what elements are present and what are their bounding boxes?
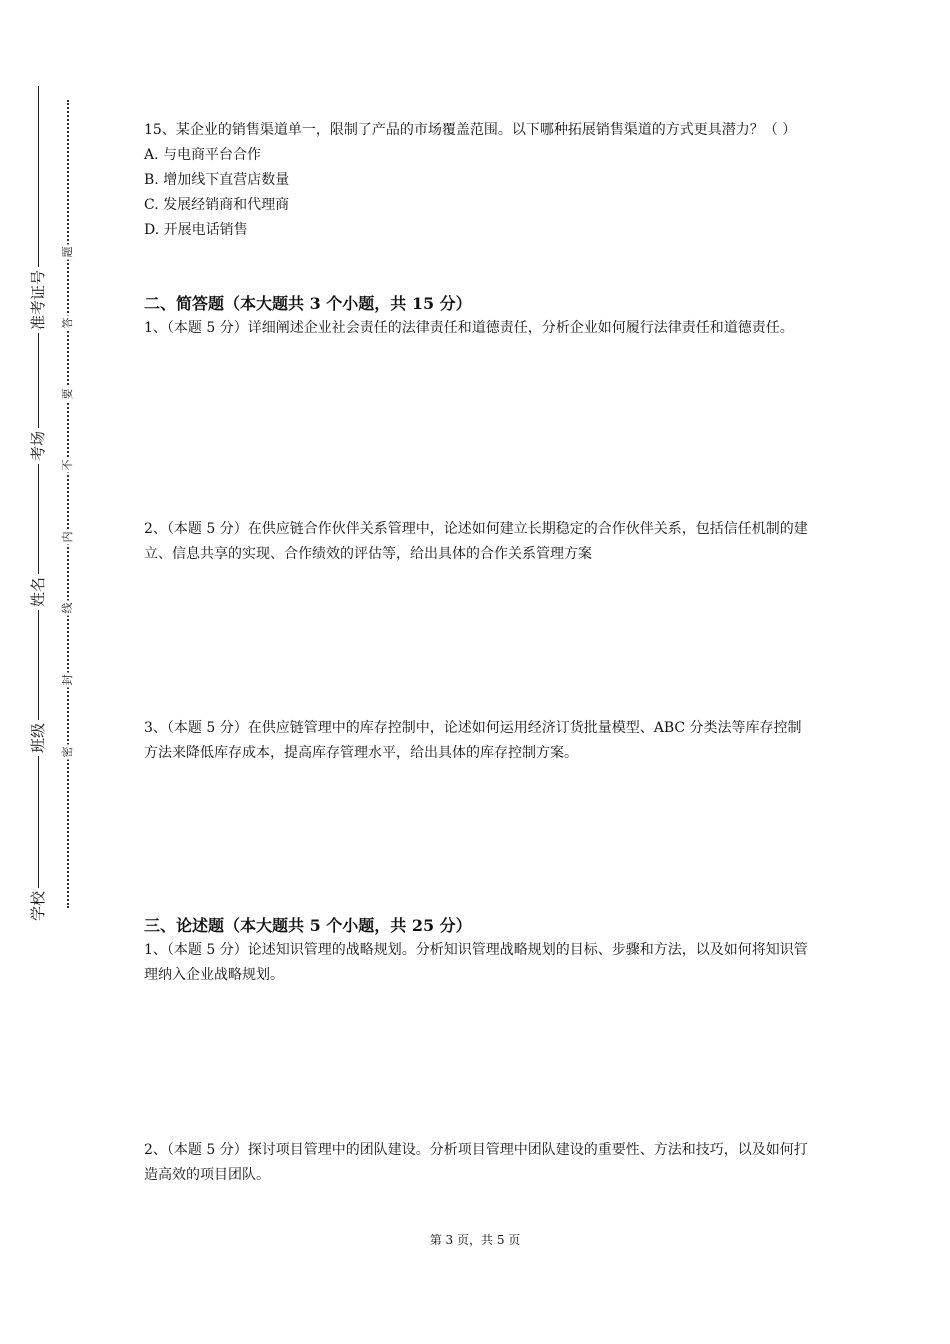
gutter-field-exam-id: 准考证号 (30, 267, 46, 333)
page-footer: 第 3 页，共 5 页 (429, 1233, 521, 1247)
question-15 (144, 118, 812, 243)
section-heading: 三、论述题（本大题共 5 个小题，共 25 分） (144, 916, 472, 935)
option-d: D. 开展电话销售 (144, 222, 248, 238)
seal-char: 密 (61, 746, 74, 758)
short-answer-question-2-block (144, 517, 812, 567)
section-heading: 二、简答题（本大题共 3 个小题，共 15 分） (144, 294, 472, 313)
section-essay (144, 914, 812, 988)
gutter-field-school: 学校 (30, 888, 46, 924)
option-c: C. 发展经销商和代理商 (144, 197, 290, 213)
essay-question-2: 2、（本题 5 分）探讨项目管理中的团队建设。分析项目管理中团队建设的重要性、方法和技巧，以及如何打造高效的项目团队。 (144, 1142, 808, 1183)
question-15-text: 15、某企业的销售渠道单一，限制了产品的市场覆盖范围。以下哪种拓展销售渠道的方式更具潜力？（ ） (144, 122, 797, 138)
seal-char: 答 (61, 317, 74, 329)
seal-char: 封 (61, 674, 74, 686)
essay-question-2-block (144, 1138, 812, 1188)
seal-char: 题 (61, 246, 74, 258)
gutter-field-class: 班级 (30, 720, 46, 756)
short-answer-question-2: 2、（本题 5 分）在供应链合作伙伴关系管理中，论述如何建立长期稳定的合作伙伴关系，包括信任机制的建立、信息共享的实现、合作绩效的评估等，给出具体的合作关系管理方案 (144, 521, 808, 562)
essay-question-1: 1、（本题 5 分）论述知识管理的战略规划。分析知识管理战略规划的目标、步骤和方法，以及如何将知识管理纳入企业战略规划。 (144, 942, 808, 983)
gutter-field-name: 姓名 (30, 574, 46, 610)
section-short-answer (144, 292, 812, 341)
short-answer-question-3: 3、（本题 5 分）在供应链管理中的库存控制中，论述如何运用经济订货批量模型、ABC 分类法等库存控制方法来降低库存成本，提高库存管理水平，给出具体的库存控制方案。 (144, 720, 802, 761)
seal-char: 内 (61, 531, 74, 543)
option-a: A. 与电商平台合作 (144, 147, 262, 163)
short-answer-question-1: 1、（本题 5 分）详细阐述企业社会责任的法律责任和道德责任，分析企业如何履行法律责任和道德责任。 (144, 320, 794, 336)
option-b: B. 增加线下直营店数量 (144, 172, 290, 188)
binding-rule-line (38, 86, 39, 916)
seal-char: 不 (61, 459, 74, 471)
gutter-field-exam-room: 考场 (30, 428, 46, 464)
seal-dotted-line (67, 100, 69, 908)
seal-char: 要 (61, 388, 74, 400)
short-answer-question-3-block (144, 716, 812, 766)
binding-margin (0, 0, 110, 1344)
seal-char: 线 (61, 602, 74, 614)
